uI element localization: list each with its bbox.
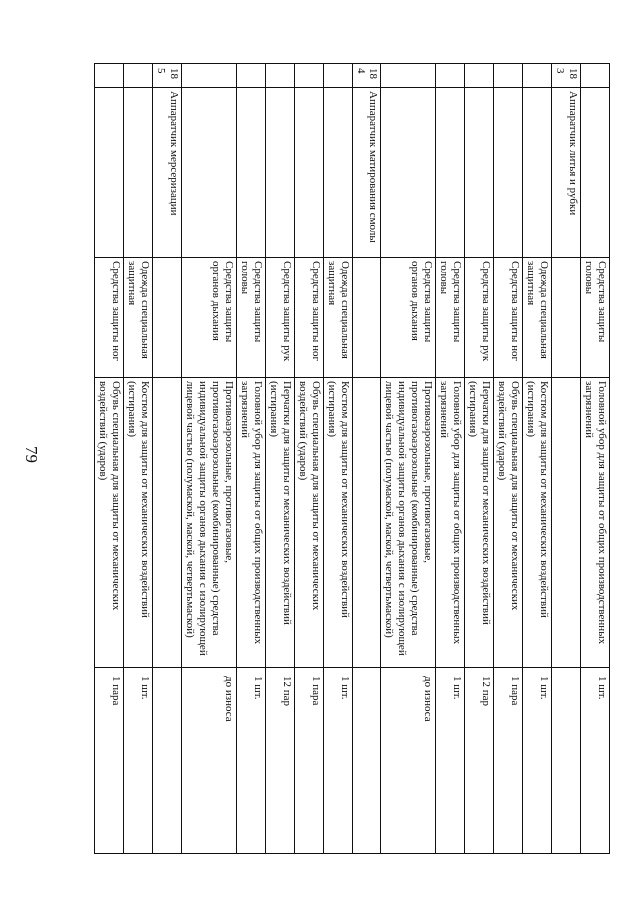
issue-norm-cell: 1 пара	[494, 668, 523, 854]
profession-cell	[381, 88, 436, 258]
issue-norm-cell	[352, 668, 381, 854]
row-number-cell: 184	[352, 64, 381, 88]
table-row	[465, 64, 494, 854]
row-number-cell: 185	[153, 64, 182, 88]
issue-norm-cell: 1 шт.	[436, 668, 465, 854]
table-row	[581, 64, 610, 854]
profession-cell	[124, 88, 153, 258]
ppe-item-cell: Противоаэрозольные, противогазовые, противогазоаэрозольные (комбинированные) средства индивидуальной защиты органов дыхания с изолирующей лицевой частью (полумаской, маской, четвертьмаской)	[381, 378, 436, 668]
ppe-norms-table	[94, 63, 610, 854]
ppe-item-cell	[552, 378, 581, 668]
profession-cell	[265, 88, 294, 258]
table-row	[436, 64, 465, 854]
ppe-item-cell: Костюм для защиты от механических воздействий (истирания)	[124, 378, 153, 668]
issue-norm-cell: 1 шт.	[523, 668, 552, 854]
issue-norm-cell: 12 пар	[265, 668, 294, 854]
table-row	[265, 64, 294, 854]
issue-norm-cell	[552, 668, 581, 854]
ppe-type-cell: Средства защиты органов дыхания	[181, 258, 236, 378]
row-number-cell	[465, 64, 494, 88]
ppe-item-cell: Перчатки для защиты от механических воздействий (истирания)	[465, 378, 494, 668]
profession-cell	[294, 88, 323, 258]
issue-norm-cell: 1 шт.	[323, 668, 352, 854]
row-number-cell: 183	[552, 64, 581, 88]
ppe-type-cell	[352, 258, 381, 378]
profession-cell	[436, 88, 465, 258]
row-number-cell	[436, 64, 465, 88]
ppe-item-cell: Перчатки для защиты от механических воздействий (истирания)	[265, 378, 294, 668]
ppe-item-cell: Головной убор для защиты от общих производственных загрязнений	[436, 378, 465, 668]
issue-norm-cell: 1 шт.	[236, 668, 265, 854]
profession-cell	[181, 88, 236, 258]
table-row	[352, 64, 381, 854]
row-number-cell	[124, 64, 153, 88]
ppe-item-cell: Костюм для защиты от механических воздействий (истирания)	[323, 378, 352, 668]
row-number-cell	[265, 64, 294, 88]
profession-cell	[581, 88, 610, 258]
profession-cell	[236, 88, 265, 258]
profession-cell	[494, 88, 523, 258]
ppe-item-cell: Обувь специальная для защиты от механических воздействий (ударов)	[294, 378, 323, 668]
page-number: 79	[22, 446, 41, 463]
ppe-type-cell: Одежда специальная защитная	[323, 258, 352, 378]
table-row	[124, 64, 153, 854]
table-body	[95, 64, 610, 854]
profession-cell: Аппаратчик литья и рубки	[552, 88, 581, 258]
issue-norm-cell: 12 пар	[465, 668, 494, 854]
ppe-item-cell: Головной убор для защиты от общих производственных загрязнений	[236, 378, 265, 668]
issue-norm-cell	[153, 668, 182, 854]
table-row	[552, 64, 581, 854]
profession-cell: Аппаратчик мерсеризации	[153, 88, 182, 258]
table-row	[294, 64, 323, 854]
profession-cell	[523, 88, 552, 258]
row-number-cell	[381, 64, 436, 88]
issue-norm-cell: 1 пара	[95, 668, 124, 854]
profession-cell	[465, 88, 494, 258]
issue-norm-cell: 1 шт.	[581, 668, 610, 854]
row-number-cell	[181, 64, 236, 88]
ppe-type-cell: Одежда специальная защитная	[523, 258, 552, 378]
ppe-item-cell: Противоаэрозольные, противогазовые, противогазоаэрозольные (комбинированные) средства индивидуальной защиты органов дыхания с изолирующей лицевой частью (полумаской, маской, четвертьмаской)	[181, 378, 236, 668]
issue-norm-cell: 1 шт.	[124, 668, 153, 854]
row-number-cell	[494, 64, 523, 88]
ppe-type-cell: Средства защиты ног	[294, 258, 323, 378]
rotated-page-content	[70, 63, 610, 853]
ppe-type-cell: Средства защиты ног	[494, 258, 523, 378]
ppe-type-cell: Одежда специальная защитная	[124, 258, 153, 378]
profession-cell	[323, 88, 352, 258]
ppe-item-cell: Головной убор для защиты от общих производственных загрязнений	[581, 378, 610, 668]
ppe-type-cell: Средства защиты головы	[436, 258, 465, 378]
ppe-type-cell	[153, 258, 182, 378]
ppe-item-cell: Костюм для защиты от механических воздействий (истирания)	[523, 378, 552, 668]
ppe-type-cell: Средства защиты рук	[265, 258, 294, 378]
ppe-item-cell: Обувь специальная для защиты от механических воздействий (ударов)	[494, 378, 523, 668]
profession-cell: Аппаратчик матирования смолы	[352, 88, 381, 258]
ppe-type-cell	[552, 258, 581, 378]
profession-cell	[95, 88, 124, 258]
ppe-item-cell: Обувь специальная для защиты от механических воздействий (ударов)	[95, 378, 124, 668]
table-row	[153, 64, 182, 854]
row-number-cell	[581, 64, 610, 88]
row-number-cell	[294, 64, 323, 88]
table-row	[181, 64, 236, 854]
table-row	[95, 64, 124, 854]
ppe-type-cell: Средства защиты ног	[95, 258, 124, 378]
ppe-type-cell: Средства защиты головы	[581, 258, 610, 378]
issue-norm-cell: до износа	[181, 668, 236, 854]
table-row	[494, 64, 523, 854]
ppe-item-cell	[153, 378, 182, 668]
table-row	[523, 64, 552, 854]
table-row	[236, 64, 265, 854]
ppe-type-cell: Средства защиты головы	[236, 258, 265, 378]
ppe-item-cell	[352, 378, 381, 668]
table-row	[381, 64, 436, 854]
issue-norm-cell: 1 пара	[294, 668, 323, 854]
row-number-cell	[95, 64, 124, 88]
row-number-cell	[236, 64, 265, 88]
ppe-type-cell: Средства защиты органов дыхания	[381, 258, 436, 378]
ppe-type-cell: Средства защиты рук	[465, 258, 494, 378]
issue-norm-cell: до износа	[381, 668, 436, 854]
row-number-cell	[523, 64, 552, 88]
table-row	[323, 64, 352, 854]
row-number-cell	[323, 64, 352, 88]
